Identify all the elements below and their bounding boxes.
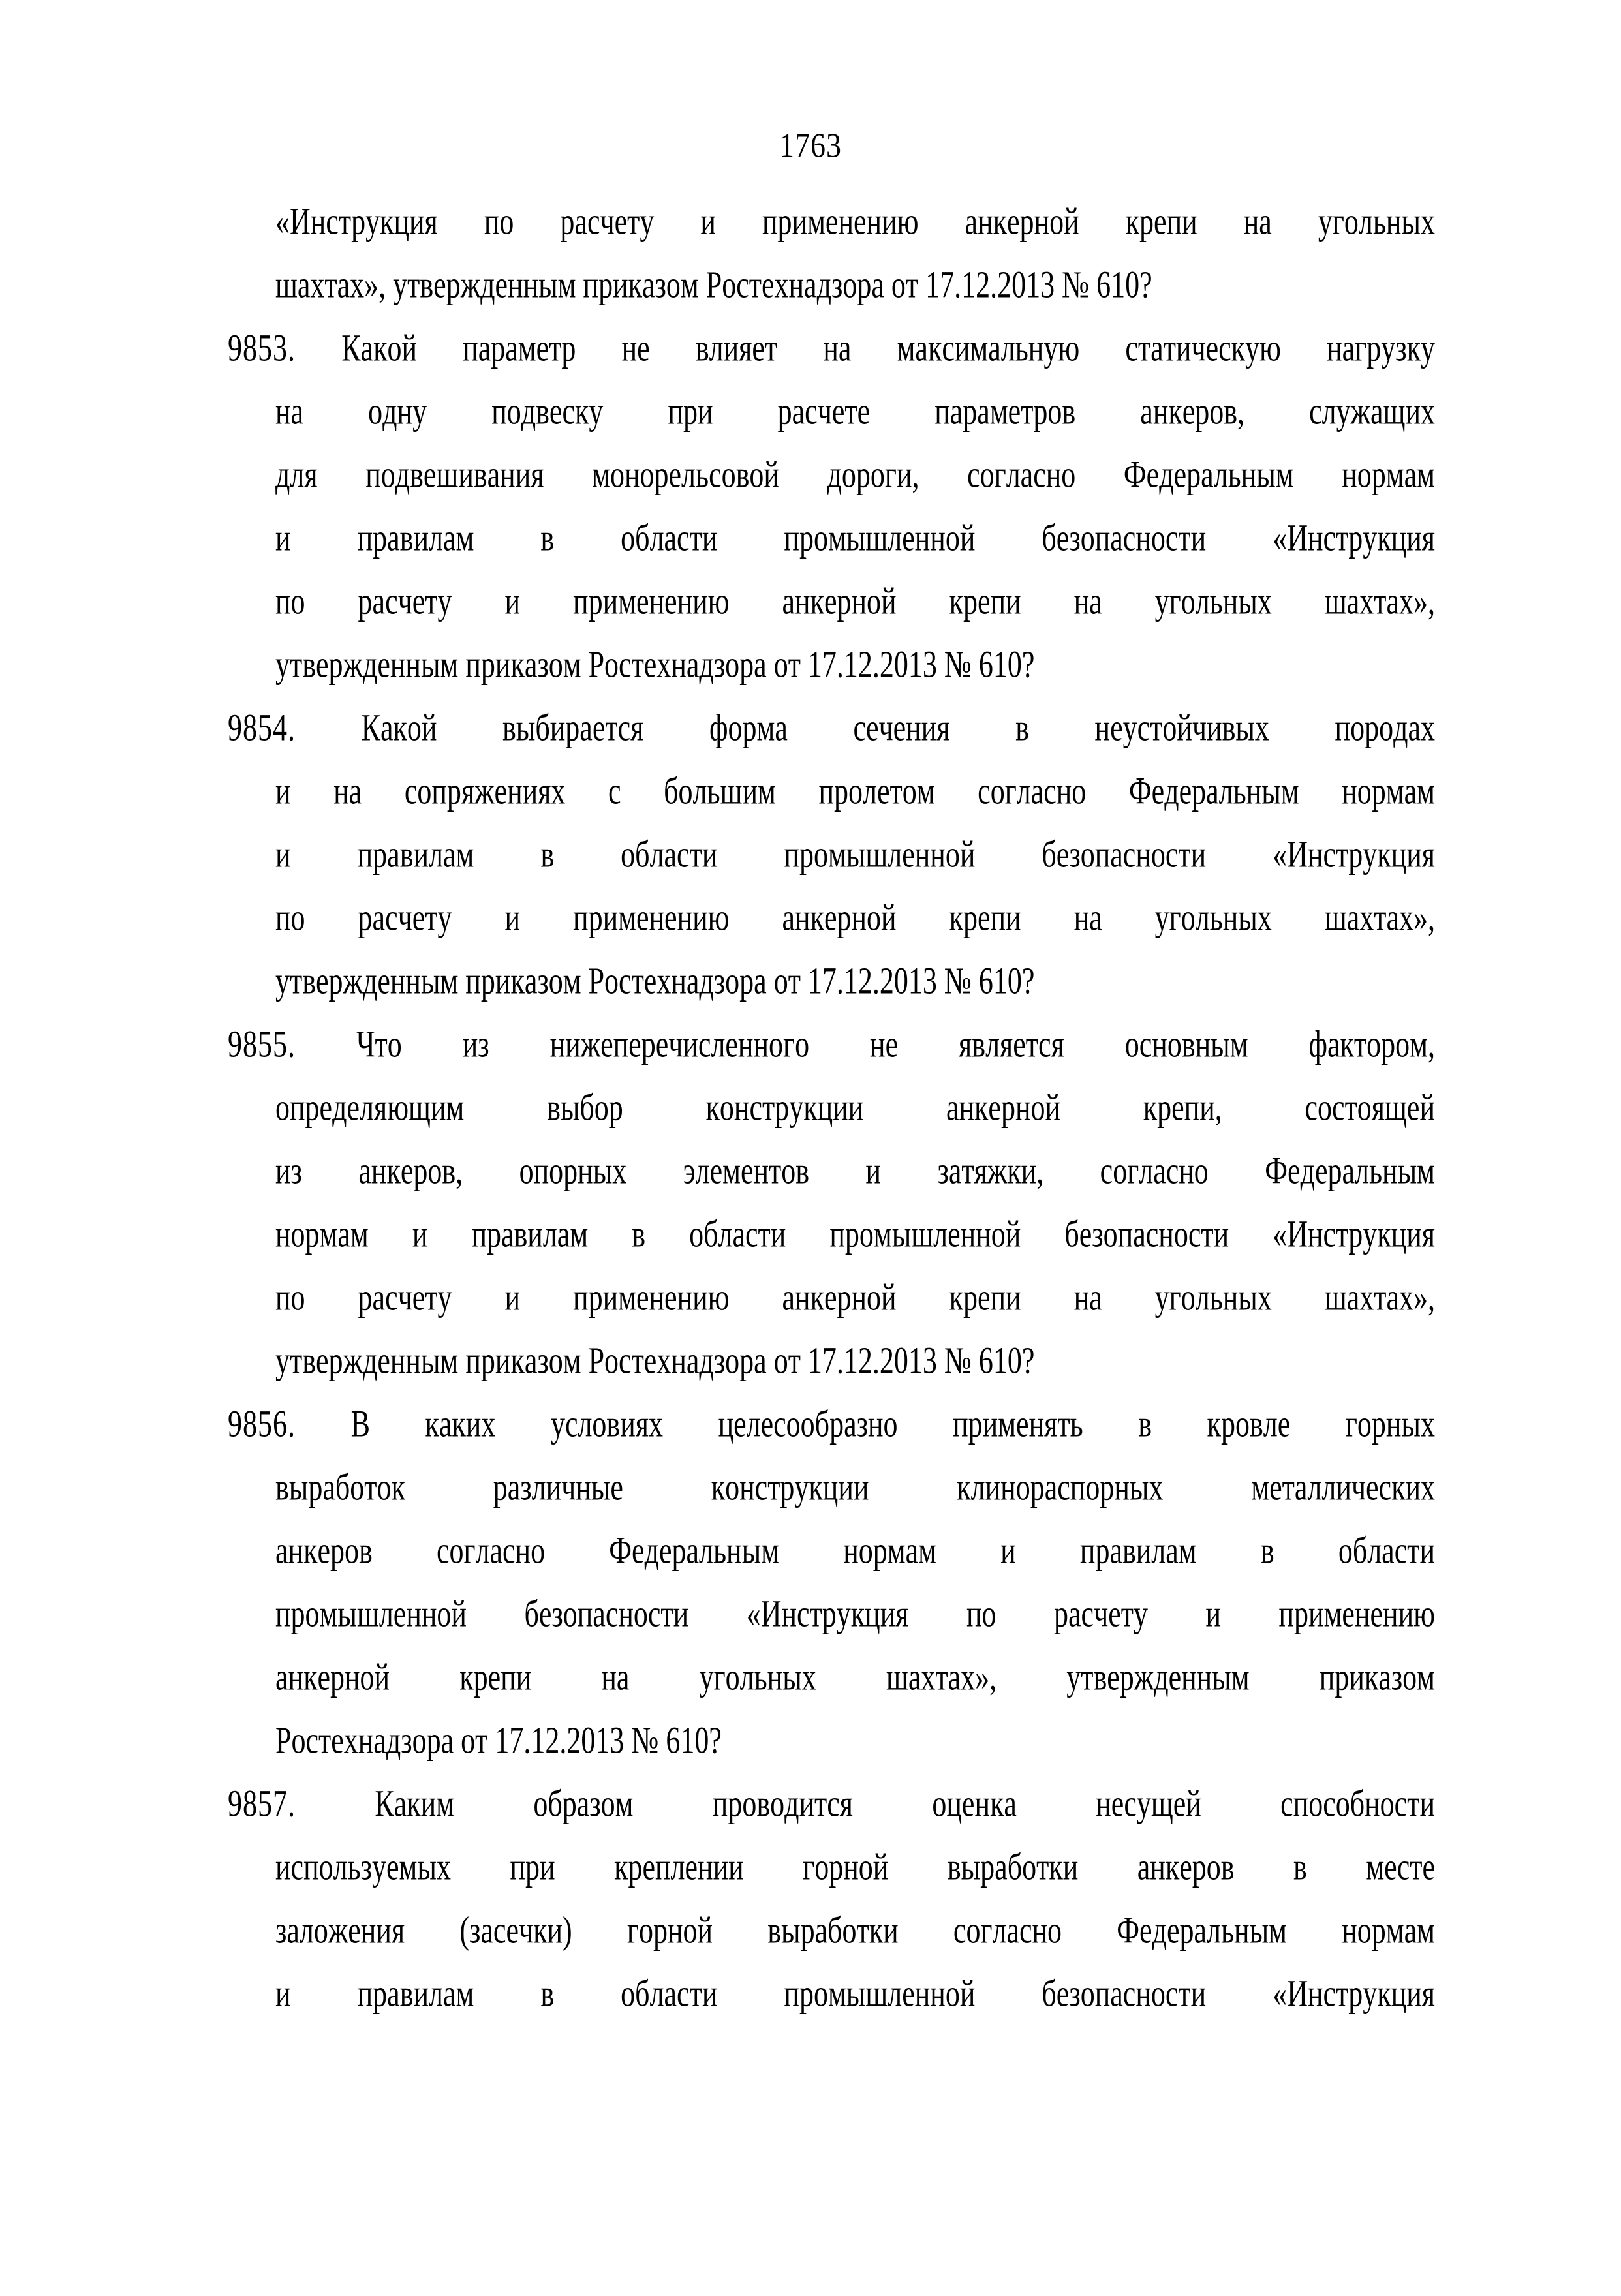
question-line: утвержденным приказом Ростехнадзора от 17.12.2013 № 610?: [275, 643, 1035, 686]
question-line: и правилам в области промышленной безопасности «Инструкция: [275, 833, 1435, 876]
question-line: из анкеров, опорных элементов и затяжки, согласно Федеральным: [275, 1150, 1435, 1192]
question-line: анкеров согласно Федеральным нормам и правилам в области: [275, 1529, 1435, 1572]
question-line: и на сопряжениях с большим пролетом согласно Федеральным нормам: [275, 770, 1435, 812]
question-number: 9853.: [228, 327, 296, 369]
question-line: нормам и правилам в области промышленной безопасности «Инструкция: [275, 1213, 1435, 1255]
question-line: заложения (засечки) горной выработки согласно Федеральным нормам: [275, 1909, 1435, 1952]
document-body: [228, 190, 1435, 2025]
question-line: 9856. В каких условиях целесообразно применять в кровле горных: [228, 1403, 1435, 1445]
question-line: на одну подвеску при расчете параметров анкеров, служащих: [275, 390, 1435, 433]
question-line: Ростехнадзора от 17.12.2013 № 610?: [275, 1719, 722, 1762]
question-number: 9854.: [228, 707, 296, 749]
question-line: анкерной крепи на угольных шахтах», утвержденным приказом: [275, 1656, 1435, 1698]
question-line: «Инструкция по расчету и применению анкерной крепи на угольных: [275, 200, 1435, 243]
question-line: 9855. Что из нижеперечисленного не является основным фактором,: [228, 1023, 1435, 1065]
page-number: 1763: [779, 126, 842, 164]
question-line: 9854. Какой выбирается форма сечения в неустойчивых породах: [228, 707, 1435, 749]
question-line: по расчету и применению анкерной крепи на угольных шахтах»,: [275, 1276, 1435, 1319]
question-number: 9857.: [228, 1783, 296, 1825]
question-line: по расчету и применению анкерной крепи на угольных шахтах»,: [275, 896, 1435, 939]
question-line: выработок различные конструкции клинораспорных металлических: [275, 1466, 1435, 1508]
question-line: промышленной безопасности «Инструкция по расчету и применению: [275, 1593, 1435, 1635]
question-line: и правилам в области промышленной безопасности «Инструкция: [275, 1972, 1435, 2015]
question-line: 9857. Каким образом проводится оценка несущей способности: [228, 1783, 1435, 1825]
question-line: и правилам в области промышленной безопасности «Инструкция: [275, 517, 1435, 559]
question-line: для подвешивания монорельсовой дороги, согласно Федеральным нормам: [275, 453, 1435, 496]
question-line: утвержденным приказом Ростехнадзора от 17.12.2013 № 610?: [275, 1339, 1035, 1382]
question-line: по расчету и применению анкерной крепи на угольных шахтах»,: [275, 580, 1435, 622]
question-line: используемых при креплении горной выработки анкеров в месте: [275, 1846, 1435, 1888]
question-line: утвержденным приказом Ростехнадзора от 17.12.2013 № 610?: [275, 960, 1035, 1002]
question-line: 9853. Какой параметр не влияет на максимальную статическую нагрузку: [228, 327, 1435, 369]
question-line: определяющим выбор конструкции анкерной крепи, состоящей: [275, 1086, 1435, 1129]
question-number: 9855.: [228, 1023, 296, 1065]
question-line: шахтах», утвержденным приказом Ростехнадзора от 17.12.2013 № 610?: [275, 264, 1152, 306]
question-number: 9856.: [228, 1403, 296, 1445]
